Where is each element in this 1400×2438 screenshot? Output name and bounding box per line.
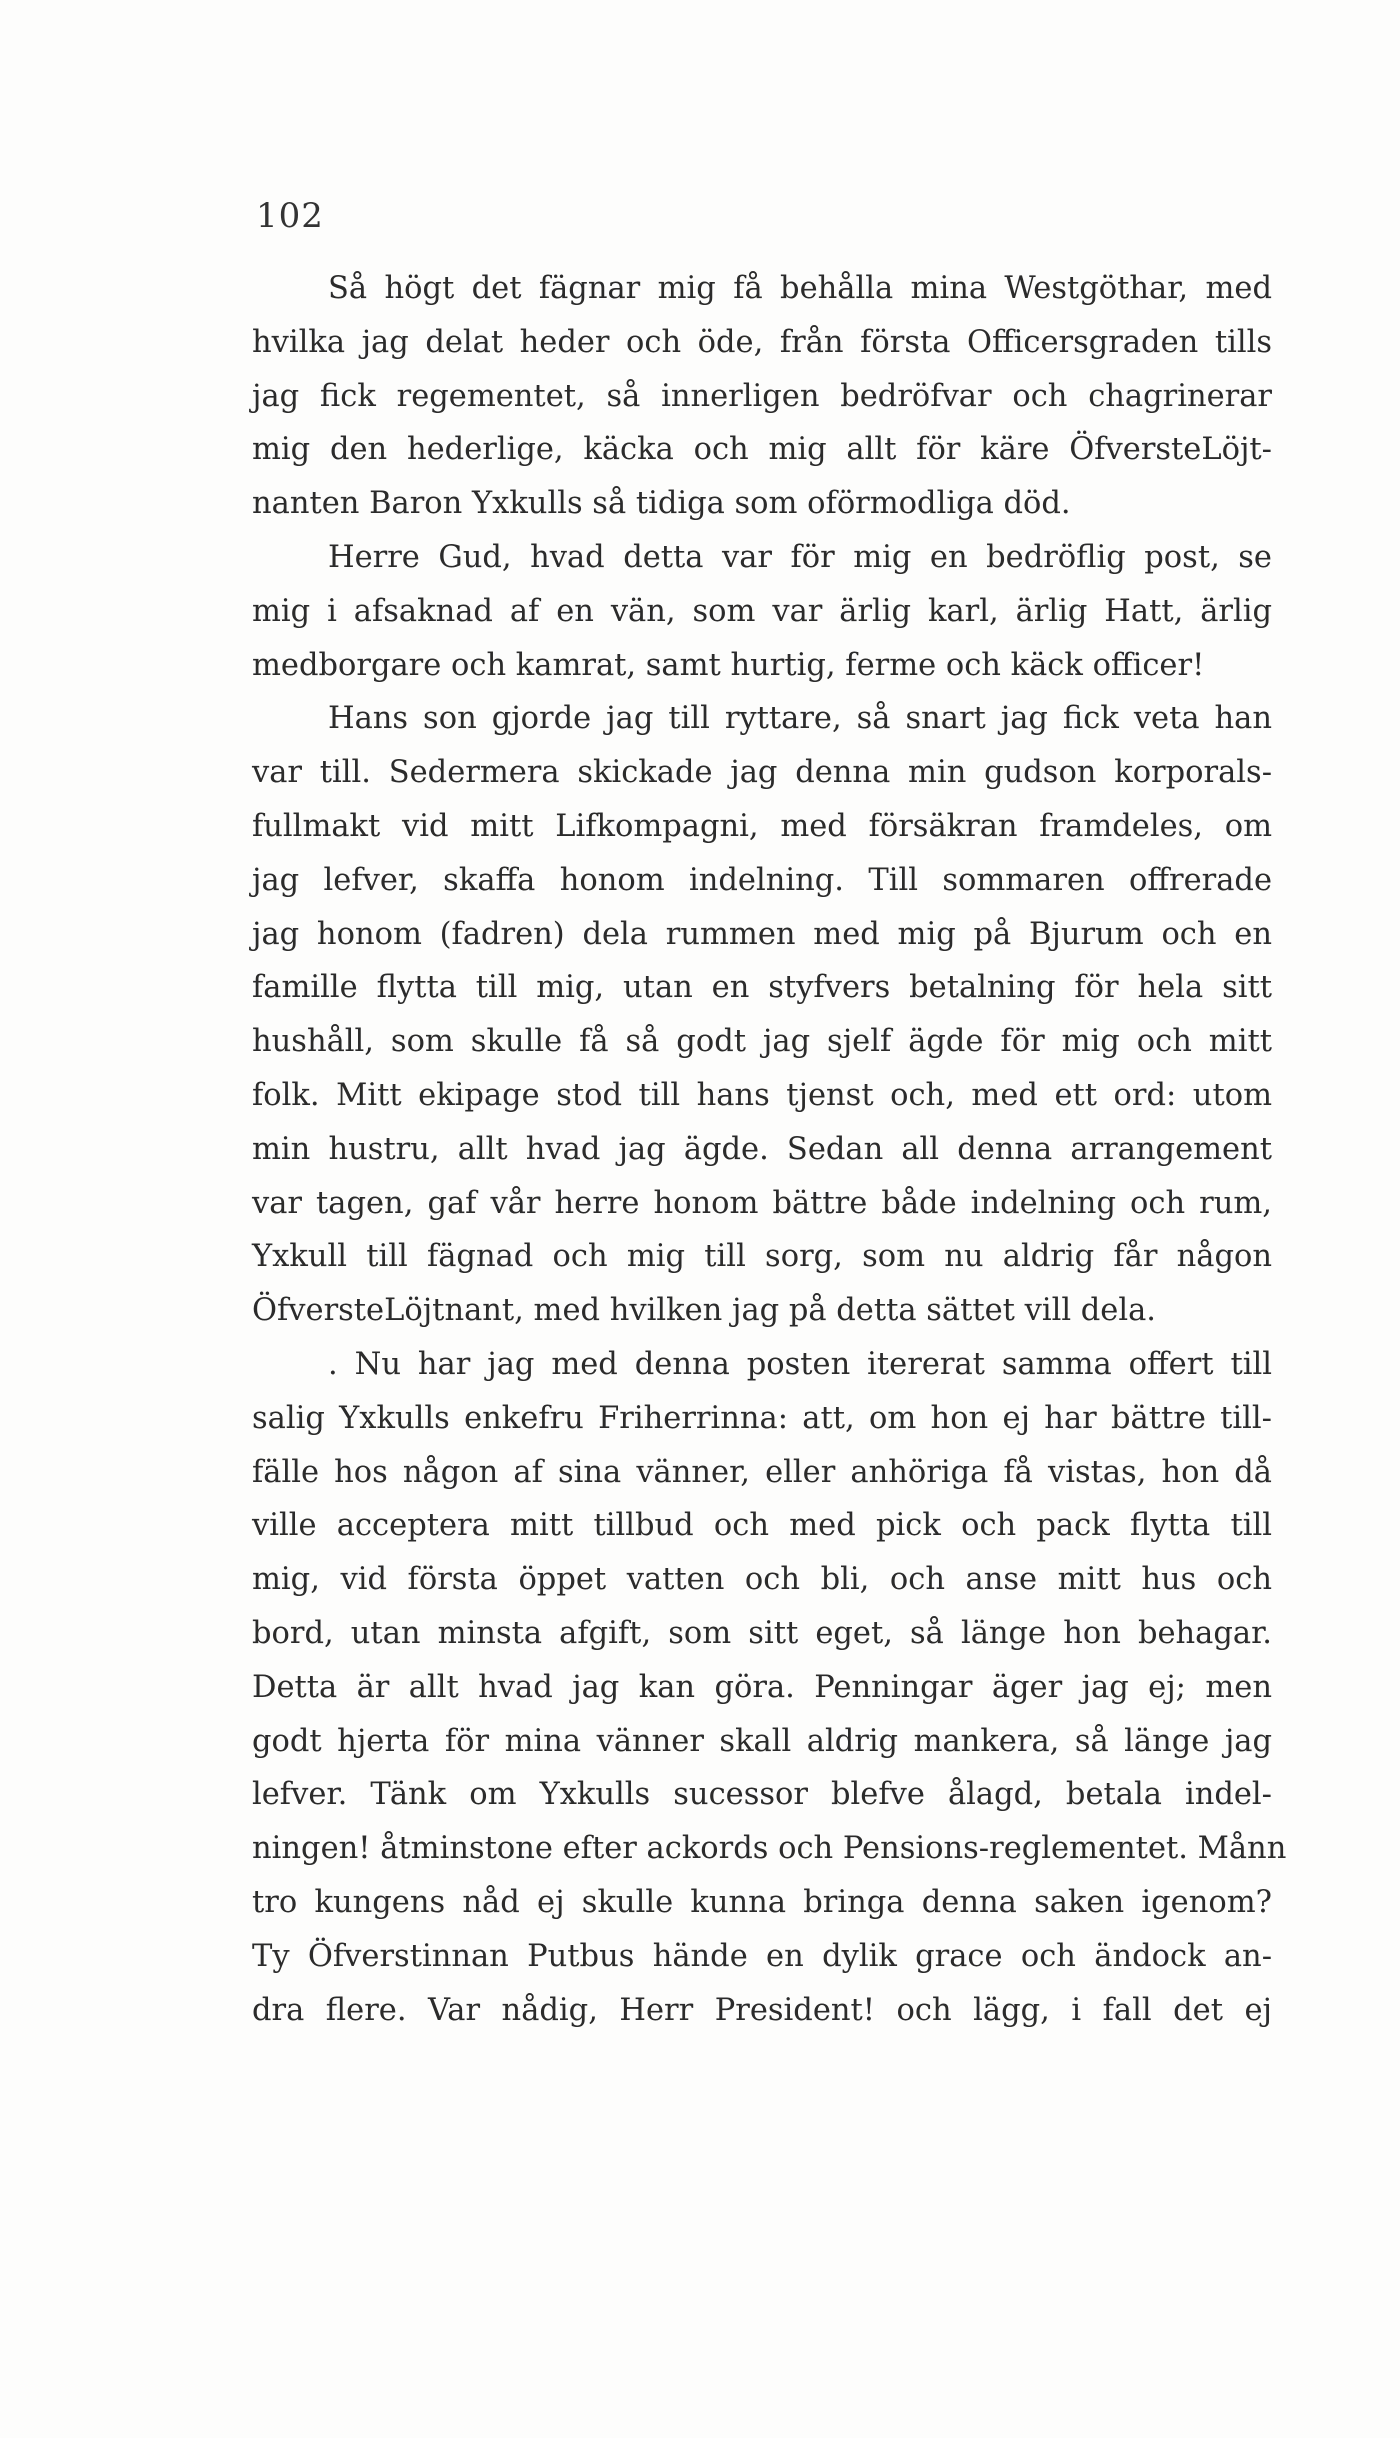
text-line: bord, utan minsta afgift, som sitt eget, så länge hon behagar. xyxy=(252,1615,1272,1651)
page-number: 102 xyxy=(256,196,324,236)
text-line: godt hjerta för mina vänner skall aldrig mankera, så länge jag xyxy=(252,1723,1272,1759)
text-line: hushåll, som skulle få så godt jag sjelf ägde för mig och mitt xyxy=(252,1024,1272,1060)
text-line: var till. Sedermera skickade jag denna min gudson korporals- xyxy=(252,755,1272,791)
text-line: Hans son gjorde jag till ryttare, så snart jag fick veta han xyxy=(328,701,1272,737)
text-line: mig i afsaknad af en vän, som var ärlig karl, ärlig Hatt, ärlig xyxy=(252,593,1272,629)
text-line: mig, vid första öppet vatten och bli, och anse mitt hus och xyxy=(252,1562,1272,1598)
text-line: nanten Baron Yxkulls så tidiga som oförmodliga död. xyxy=(252,486,1071,522)
text-line: hvilka jag delat heder och öde, från första Officersgraden tills xyxy=(252,324,1272,360)
text-line: fälle hos någon af sina vänner, eller anhöriga få vistas, hon då xyxy=(252,1454,1272,1490)
text-line: ville acceptera mitt tillbud och med pick och pack flytta till xyxy=(252,1508,1272,1544)
text-line: tro kungens nåd ej skulle kunna bringa denna saken igenom? xyxy=(252,1884,1272,1920)
text-line: min hustru, allt hvad jag ägde. Sedan all denna arrangement xyxy=(252,1131,1272,1167)
text-line: Yxkull till fägnad och mig till sorg, som nu aldrig får någon xyxy=(252,1239,1272,1275)
text-line: dra flere. Var nådig, Herr President! och lägg, i fall det ej xyxy=(252,1992,1272,2028)
text-line: Ty Öfverstinnan Putbus hände en dylik grace och ändock an- xyxy=(252,1938,1272,1974)
text-line: jag lefver, skaffa honom indelning. Till sommaren offrerade xyxy=(252,862,1272,898)
text-line: medborgare och kamrat, samt hurtig, ferme och käck officer! xyxy=(252,647,1205,683)
text-line: famille flytta till mig, utan en styfvers betalning för hela sitt xyxy=(252,970,1272,1006)
text-line: folk. Mitt ekipage stod till hans tjenst och, med ett ord: utom xyxy=(252,1077,1272,1113)
text-line: salig Yxkulls enkefru Friherrinna: att, om hon ej har bättre till- xyxy=(252,1400,1272,1436)
text-line: Detta är allt hvad jag kan göra. Penningar äger jag ej; men xyxy=(252,1669,1272,1705)
text-line: Så högt det fägnar mig få behålla mina Westgöthar, med xyxy=(328,271,1272,306)
text-line: jag honom (fadren) dela rummen med mig på Bjurum och en xyxy=(252,916,1272,952)
text-line: . Nu har jag med denna posten itererat samma offert till xyxy=(328,1346,1272,1382)
text-line: mig den hederlige, käcka och mig allt för käre ÖfversteLöjt- xyxy=(252,432,1272,468)
text-line: ningen! åtminstone efter ackords och Pensions-reglementet. Månn xyxy=(252,1831,1287,1867)
text-line: fullmakt vid mitt Lifkompagni, med försäkran framdeles, om xyxy=(252,808,1272,844)
text-line: lefver. Tänk om Yxkulls sucessor blefve ålagd, betala indel- xyxy=(252,1777,1272,1813)
text-line: ÖfversteLöjtnant, med hvilken jag på detta sättet vill dela. xyxy=(252,1293,1156,1329)
text-line: var tagen, gaf vår herre honom bättre både indelning och rum, xyxy=(252,1185,1272,1221)
text-line: jag fick regementet, så innerligen bedröfvar och chagrinerar xyxy=(252,378,1272,414)
body-text xyxy=(252,262,1287,2037)
text-line: Herre Gud, hvad detta var för mig en bedröflig post, se xyxy=(328,539,1272,575)
